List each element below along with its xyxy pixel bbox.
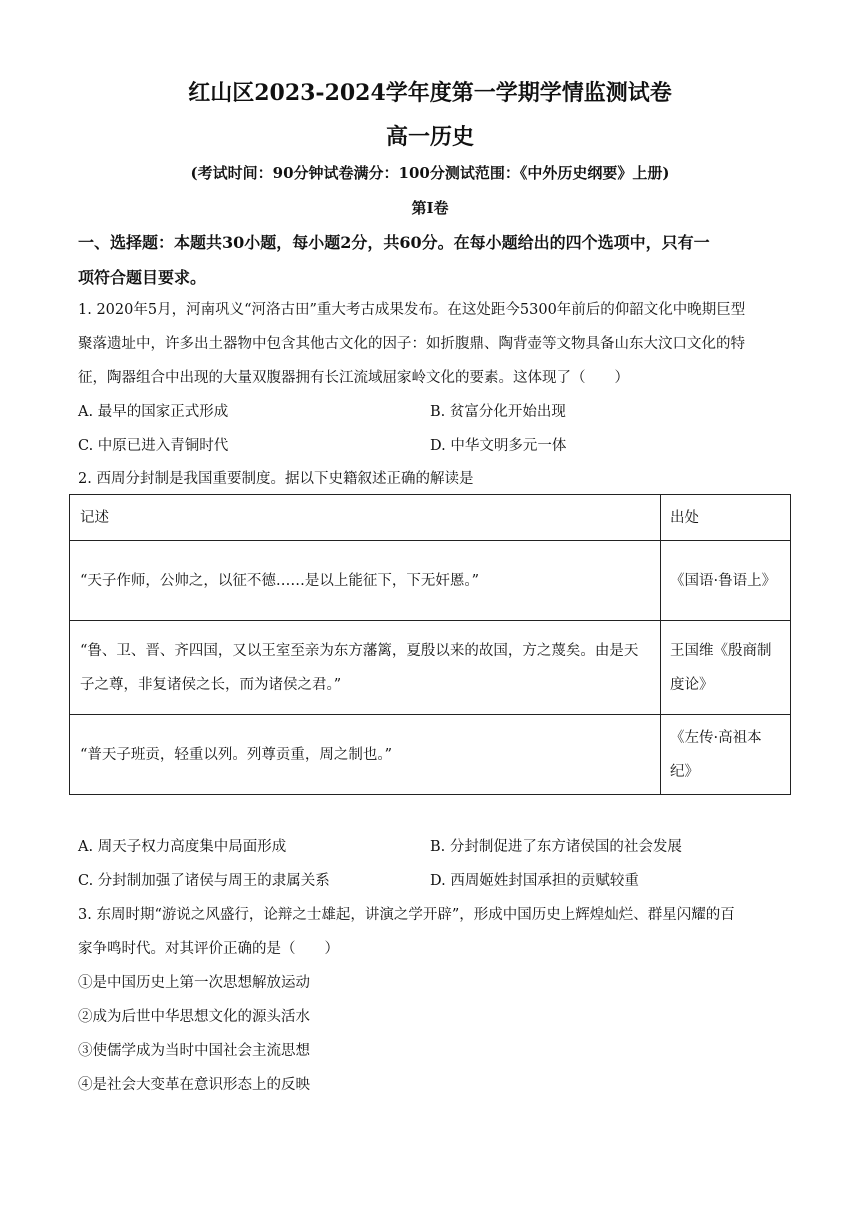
- q1-stem-line3: 征，陶器组合中出现的大量双腹器拥有长江流域屈家岭文化的要素。这体现了（ ）: [78, 370, 629, 386]
- q3-item-4: ④是社会大变革在意识形态上的反映: [78, 1077, 310, 1093]
- subject-title: 高一历史: [385, 124, 474, 150]
- q1-stem-line1: 1. 2020年5月，河南巩义“河洛古田”重大考古成果发布。在这处距今5300年前后的仰韶文化中晚期巨型: [78, 302, 746, 318]
- section-heading-line1: 一、选择题：本题共30小题，每小题2分，共60分。在每小题给出的四个选项中，只有一: [78, 233, 710, 252]
- table-cell-source: 《国语·鲁语上》: [661, 541, 791, 621]
- table-header-row: [70, 495, 791, 541]
- q2-option-d: D. 西周姬姓封国承担的贡赋较重: [430, 873, 639, 889]
- table-row: [70, 715, 791, 795]
- volume-label: 第Ⅰ卷: [411, 199, 449, 217]
- source-table: [69, 494, 791, 795]
- q2-stem: 2. 西周分封制是我国重要制度。据以下史籍叙述正确的解读是: [78, 471, 474, 487]
- table-cell-record: “天子作师，公帅之，以征不德……是以上能征下，下无奸慝。”: [70, 541, 661, 621]
- q3-stem-line1: 3. 东周时期“游说之风盛行，论辩之士雄起，讲演之学开辟”，形成中国历史上辉煌灿烂、群星闪耀的百: [78, 907, 735, 923]
- q1-option-c: C. 中原已进入青铜时代: [78, 438, 229, 454]
- q2-option-b: B. 分封制促进了东方诸侯国的社会发展: [430, 839, 682, 855]
- q2-option-c: C. 分封制加强了诸侯与周王的隶属关系: [78, 873, 330, 889]
- table-cell-record: “鲁、卫、晋、齐四国，又以王室至亲为东方藩篱，夏殷以来的故国，方之蔑矣。由是天子之尊，非复诸侯之长，而为诸侯之君。”: [70, 621, 661, 715]
- q3-item-1: ①是中国历史上第一次思想解放运动: [78, 975, 310, 991]
- table-header-record: 记述: [70, 495, 661, 541]
- table-header-source: 出处: [661, 495, 791, 541]
- table-cell-source: 王国维《殷商制度论》: [661, 621, 791, 715]
- exam-title: 红山区2023-2024学年度第一学期学情监测试卷: [188, 80, 672, 106]
- q1-option-d: D. 中华文明多元一体: [430, 438, 567, 454]
- section-heading-line2: 项符合题目要求。: [78, 268, 207, 287]
- q1-stem-line2: 聚落遗址中，许多出土器物中包含其他古文化的因子：如折腹鼎、陶背壶等文物具备山东大汶口文化的特: [78, 336, 745, 352]
- q3-stem-line2: 家争鸣时代。对其评价正确的是（ ）: [78, 941, 339, 957]
- table-row: [70, 621, 791, 715]
- q3-item-2: ②成为后世中华思想文化的源头活水: [78, 1009, 310, 1025]
- q3-item-3: ③使儒学成为当时中国社会主流思想: [78, 1043, 310, 1059]
- table-cell-record: “普天子班贡，轻重以列。列尊贡重，周之制也。”: [70, 715, 661, 795]
- exam-info: (考试时间：90分钟试卷满分：100分测试范围：《中外历史纲要》上册): [190, 164, 670, 182]
- q2-option-a: A. 周天子权力高度集中局面形成: [78, 839, 287, 855]
- q1-option-b: B. 贫富分化开始出现: [430, 404, 566, 420]
- table-cell-source: 《左传·高祖本纪》: [661, 715, 791, 795]
- table-row: [70, 541, 791, 621]
- q1-option-a: A. 最早的国家正式形成: [78, 404, 229, 420]
